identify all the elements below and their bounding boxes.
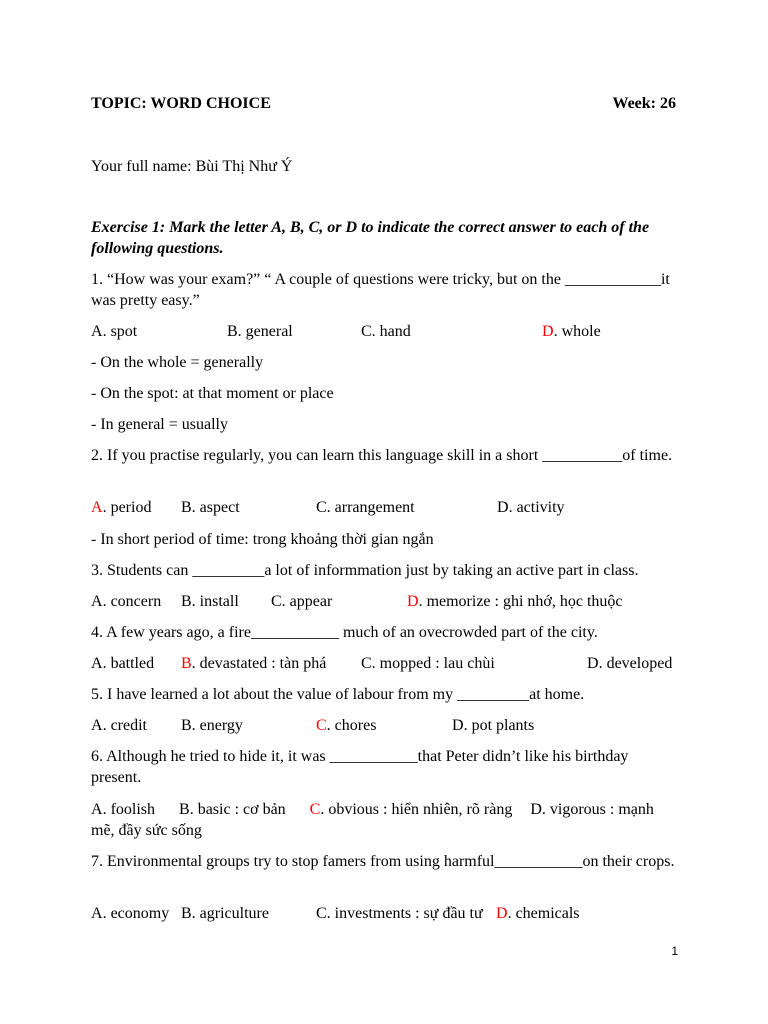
option-c-correct <box>310 801 513 818</box>
note: - On the spot: at that moment or place <box>91 385 334 402</box>
question-6-options <box>91 799 676 841</box>
option-letter: C <box>316 905 327 922</box>
option-text: . appear <box>281 593 333 610</box>
question-4: 4. A few years ago, a fire___________ much of an ovecrowded part of the city. <box>91 624 598 641</box>
option-c <box>316 903 483 924</box>
option-d-correct <box>496 903 580 924</box>
option-text: . energy <box>191 717 243 734</box>
note: - In short period of time: trong khoảng thời gian ngắn <box>91 531 434 548</box>
option-text: . foolish <box>102 801 156 818</box>
option-text: . chemicals <box>507 905 580 922</box>
option-a <box>91 321 137 342</box>
option-letter: D <box>530 801 542 818</box>
option-text: . whole <box>553 323 601 340</box>
option-text: . arrangement <box>326 499 415 516</box>
option-letter: A <box>91 905 103 922</box>
option-letter: D <box>587 655 599 672</box>
option-text: . general <box>237 323 293 340</box>
option-c <box>361 653 495 674</box>
option-letter: C <box>361 323 372 340</box>
document-header <box>91 93 676 114</box>
option-b <box>179 801 286 818</box>
correct-answer-marker: D <box>496 905 508 922</box>
option-text: . mopped : lau chùi <box>371 655 495 672</box>
option-d <box>497 497 565 518</box>
option-text: . developed <box>598 655 673 672</box>
option-b-correct <box>181 653 326 674</box>
option-d-correct <box>542 321 601 342</box>
student-name-line: Your full name: Bùi Thị Như Ý <box>91 158 293 175</box>
correct-answer-marker: A <box>91 499 103 516</box>
option-letter: A <box>91 717 103 734</box>
week-label: Week: 26 <box>612 95 676 112</box>
correct-answer-marker: C <box>309 801 321 818</box>
option-text: . period <box>102 499 152 516</box>
exercise-title: Exercise 1: Mark the letter A, B, C, or D to indicate the correct answer to each of the following questions. <box>91 219 650 257</box>
option-d <box>587 653 672 674</box>
option-text: . pot plants <box>463 717 535 734</box>
option-text: . aspect <box>191 499 240 516</box>
option-d-correct <box>407 591 623 612</box>
option-letter: B <box>181 593 192 610</box>
option-text: . obvious : hiển nhiên, rõ ràng <box>320 801 513 818</box>
option-a-correct <box>91 497 151 518</box>
option-text: . agriculture <box>191 905 269 922</box>
correct-answer-marker: B <box>181 655 192 672</box>
correct-answer-marker: D <box>407 593 419 610</box>
question-1: 1. “How was your exam?” “ A couple of questions were tricky, but on the ____________it was pretty easy.” <box>91 271 670 309</box>
option-d <box>452 715 534 736</box>
correct-answer-marker: D <box>542 323 554 340</box>
question-7-options <box>91 903 691 924</box>
option-letter: A <box>91 655 103 672</box>
option-letter: D <box>452 717 464 734</box>
question-7: 7. Environmental groups try to stop famers from using harmful___________on their crops. <box>91 853 675 870</box>
question-5: 5. I have learned a lot about the value of labour from my _________at home. <box>91 686 585 703</box>
option-letter: B <box>179 801 190 818</box>
option-text: . basic : cơ bản <box>189 801 286 818</box>
option-letter: B <box>181 499 192 516</box>
option-text: . concern <box>102 593 162 610</box>
option-letter: C <box>361 655 372 672</box>
option-letter: C <box>271 593 282 610</box>
option-text: . spot <box>102 323 138 340</box>
option-letter: B <box>227 323 238 340</box>
question-3-options <box>91 591 691 612</box>
option-c <box>271 591 332 612</box>
option-b <box>181 715 243 736</box>
option-a <box>91 591 161 612</box>
question-2-options <box>91 497 691 518</box>
option-b <box>181 497 240 518</box>
option-letter: A <box>91 593 103 610</box>
option-text: . hand <box>371 323 411 340</box>
option-letter: A <box>91 801 103 818</box>
option-text: . economy <box>102 905 170 922</box>
option-letter: D <box>497 499 509 516</box>
option-text: . battled <box>102 655 155 672</box>
option-letter: B <box>181 717 192 734</box>
option-text: . activity <box>508 499 565 516</box>
option-text: . investments : sự đầu tư <box>326 905 483 922</box>
question-6: 6. Although he tried to hide it, it was ___________that Peter didn’t like his birthday present. <box>91 748 629 786</box>
topic-title: TOPIC: WORD CHOICE <box>91 95 271 112</box>
option-b <box>181 591 239 612</box>
question-5-options <box>91 715 691 736</box>
option-text: . vigorous : mạnh mẽ, đầy sức sống <box>91 801 654 839</box>
option-c <box>361 321 411 342</box>
note: - On the whole = generally <box>91 354 264 371</box>
question-3: 3. Students can _________a lot of informmation just by taking an active part in class. <box>91 562 639 579</box>
option-b <box>181 903 269 924</box>
option-a <box>91 801 155 818</box>
question-4-options <box>91 653 691 674</box>
correct-answer-marker: C <box>316 717 327 734</box>
option-text: . install <box>191 593 239 610</box>
option-letter: B <box>181 905 192 922</box>
option-text: . memorize : ghi nhớ, học thuộc <box>418 593 623 610</box>
option-text: . credit <box>102 717 147 734</box>
question-2: 2. If you practise regularly, you can learn this language skill in a short __________of time. <box>91 447 673 464</box>
option-a <box>91 715 147 736</box>
note: - In general = usually <box>91 416 228 433</box>
option-letter: C <box>316 499 327 516</box>
option-a <box>91 903 169 924</box>
page-number: 1 <box>671 944 678 958</box>
option-letter: A <box>91 323 103 340</box>
option-c-correct <box>316 715 376 736</box>
option-b <box>227 321 293 342</box>
option-text: . chores <box>326 717 377 734</box>
option-c <box>316 497 415 518</box>
question-1-options <box>91 321 691 342</box>
option-text: . devastated : tàn phá <box>191 655 327 672</box>
option-a <box>91 653 154 674</box>
